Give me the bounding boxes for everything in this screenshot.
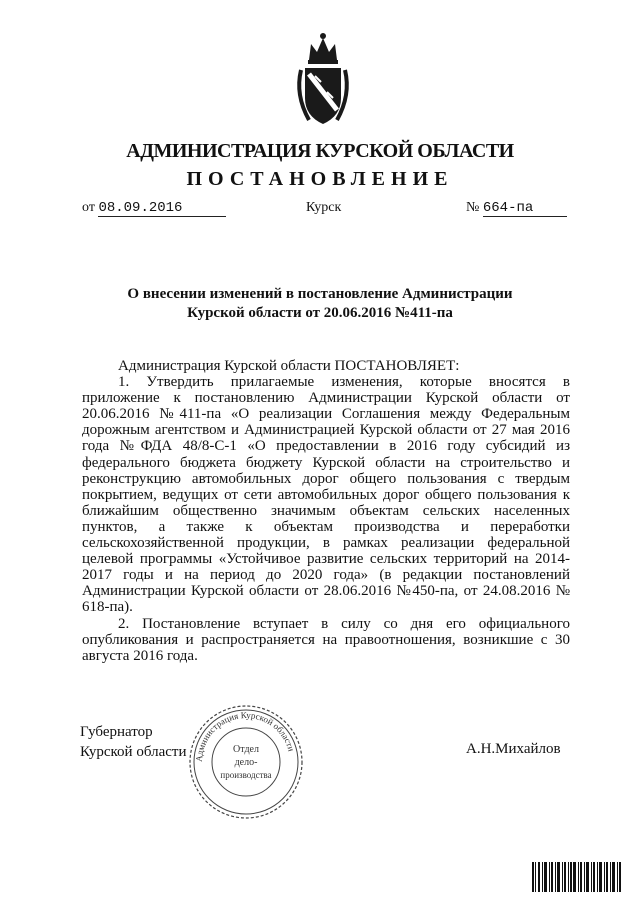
signatory-title-line-1: Губернатор	[80, 724, 153, 740]
document-subject	[120, 285, 520, 323]
document-type: ПОСТАНОВЛЕНИЕ	[186, 168, 454, 190]
coat-of-arms-icon	[291, 30, 355, 130]
body-paragraph: 1. Утвердить прилагаемые изменения, которые вносятся в приложение к постановлению Администрации Курской области от 20.06.2016 №411-па «О реализации Соглашения между Федеральным дорожным агентством и Администрацией Курской области от 27 мая 2016 года №ФДА 48/8-С-1 «О предоставлении в 2016 году субсидий из федерального бюджета бюджету Курской области на строительство и реконструкцию автомобильных дорог общего пользования с твердым покрытием, ведущих от сети автомобильных дорог общего пользования к ближайшим общественно значимым объектам сельских населенных пунктов, а также к объектам производства и переработки сельскохозяйственной продукции, в рамках реализации федеральной целевой программы «Устойчивое развитие сельских территорий на 2014-2017 годы и на период до 2020 года» (в редакции постановлений Администрации Курской области от 28.06.2016 №450-па, от 24.08.2016 № 618-па).	[82, 374, 570, 616]
organization-title: АДМИНИСТРАЦИЯ КУРСКОЙ ОБЛАСТИ	[126, 140, 514, 162]
stamp-center-line-2: дело-	[234, 757, 258, 768]
signatory-name: А.Н.Михайлов	[466, 741, 561, 757]
date-field	[82, 200, 226, 217]
document-body	[82, 358, 570, 664]
date-prefix: от	[82, 200, 95, 215]
document-city: Курск	[306, 200, 342, 215]
subject-line-2: Курской области от 20.06.2016 №411-па	[187, 305, 453, 321]
document-date: 08.09.2016	[98, 201, 226, 217]
number-field	[466, 200, 567, 217]
stamp-center-line-3: производства	[220, 770, 272, 780]
stamp-center-line-1: Отдел	[233, 744, 259, 755]
document-number: 664-па	[483, 201, 567, 217]
signatory-title-line-2: Курской области	[80, 744, 187, 760]
city-field	[306, 200, 341, 216]
subject-line-1: О внесении изменений в постановление Администрации	[127, 286, 513, 302]
signatory-title	[80, 722, 186, 762]
body-paragraph: 2. Постановление вступает в силу со дня его официального опубликования и распространяется на правоотношения, возникшие с 30 августа 2016 года.	[82, 615, 570, 664]
barcode-icon	[532, 862, 622, 892]
number-prefix: №	[466, 200, 480, 215]
body-paragraph: Администрация Курской области ПОСТАНОВЛЯЕТ:	[118, 358, 460, 374]
stamp-ring-text: Администрация Курской области	[193, 709, 297, 763]
office-stamp-icon	[186, 702, 306, 822]
